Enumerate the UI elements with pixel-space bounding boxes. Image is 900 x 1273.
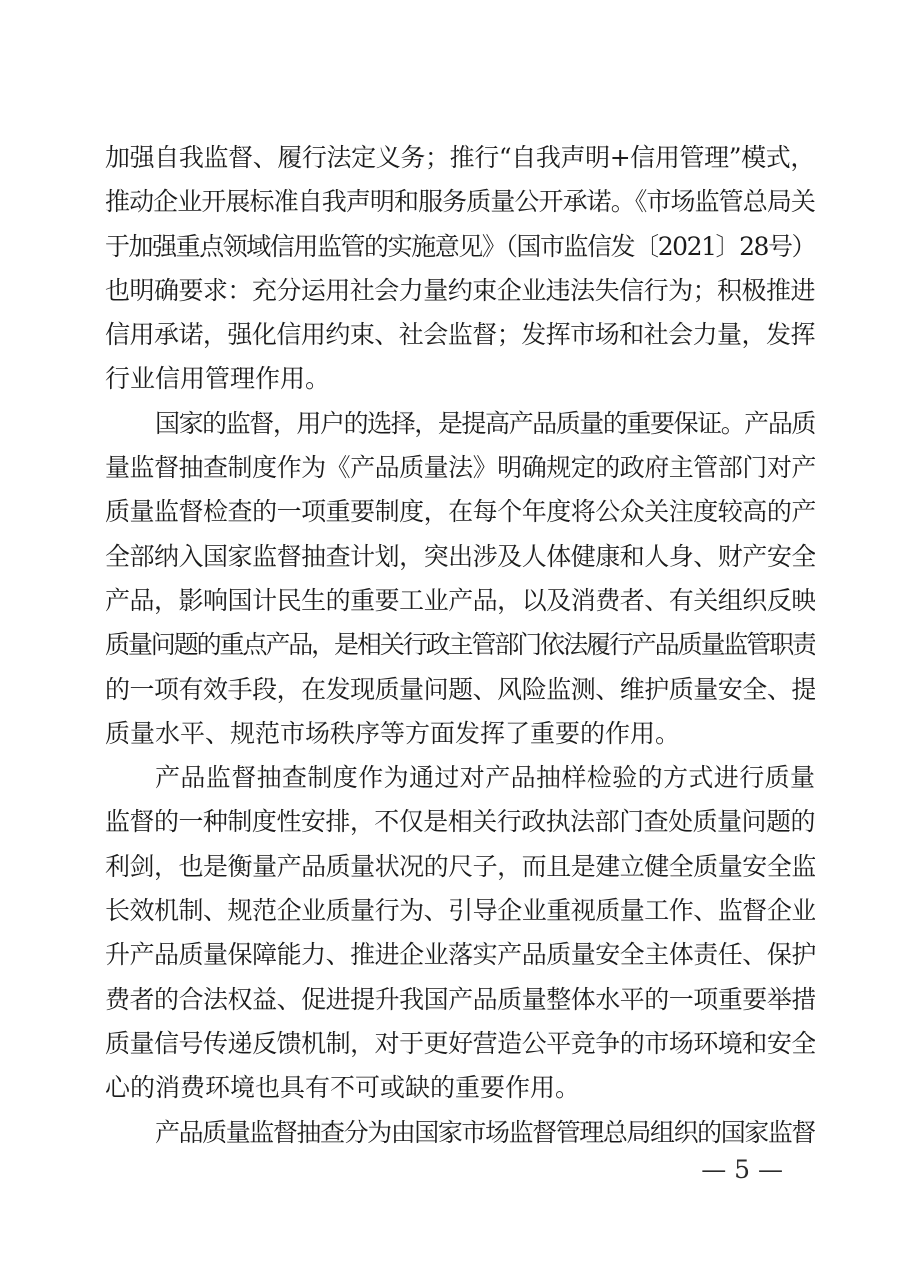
page-number [105,1148,815,1192]
text-line: 量监督抽查制度作为《产品质量法》明确规定的政府主管部门对产 [105,453,815,483]
text-line: 的一项有效手段，在发现质量问题、风险监测、维护质量安全、提 [105,674,815,704]
text-line: 长效机制、规范企业质量行为、引导企业重视质量工作、监督企业 [105,896,815,926]
text-line: 质量问题的重点产品，是相关行政主管部门依法履行产品质量监管职责 [105,630,815,660]
text-line: 费者的合法权益、促进提升我国产品质量整体水平的一项重要举措 [105,984,815,1014]
text-line: 监督的一种制度性安排，不仅是相关行政执法部门查处质量问题的 [105,807,815,837]
text-line: 利剑，也是衡量产品质量状况的尺子，而且是建立健全质量安全监 [105,851,815,881]
text-line: 心的消费环境也具有不可或缺的重要作用。 [105,1073,581,1103]
text-line: 质量水平、规范市场秩序等方面发挥了重要的作用。 [105,718,681,748]
text-line: 质量信号传递反馈机制，对于更好营造公平竞争的市场环境和安全 [105,1028,815,1058]
text-line: 全部纳入国家监督抽查计划，突出涉及人体健康和人身、财产安全 [105,541,815,571]
text-line: 产品监督抽查制度作为通过对产品抽样检验的方式进行质量 [155,763,815,793]
text-line: 也明确要求：充分运用社会力量约束企业违法失信行为；积极推进 [105,275,815,305]
text-line: 信用承诺，强化信用约束、社会监督；发挥市场和社会力量，发挥 [105,320,815,350]
text-line: 升产品质量保障能力、推进企业落实产品质量安全主体责任、保护 [105,940,815,970]
text-line: 于加强重点领域信用监管的实施意见》（国市监信发〔2021〕28号） [105,231,815,261]
text-line: 行业信用管理作用。 [105,364,331,394]
text-line: 国家的监督，用户的选择，是提高产品质量的重要保证。产品质 [155,408,815,438]
page-number-label: — 5 — [701,1155,783,1184]
text-line: 产品，影响国计民生的重要工业产品，以及消费者、有关组织反映 [105,585,815,615]
text-line: 推动企业开展标准自我声明和服务质量公开承诺。《市场监管总局关 [105,187,815,217]
text-line: 产品质量监督抽查分为由国家市场监督管理总局组织的国家监督 [155,1117,815,1147]
text-line: 质量监督检查的一项重要制度，在每个年度将公众关注度较高的产 [105,497,815,527]
document-body [105,136,815,1155]
text-line: 加强自我监督、履行法定义务；推行“自我声明+信用管理”模式， [105,143,815,172]
